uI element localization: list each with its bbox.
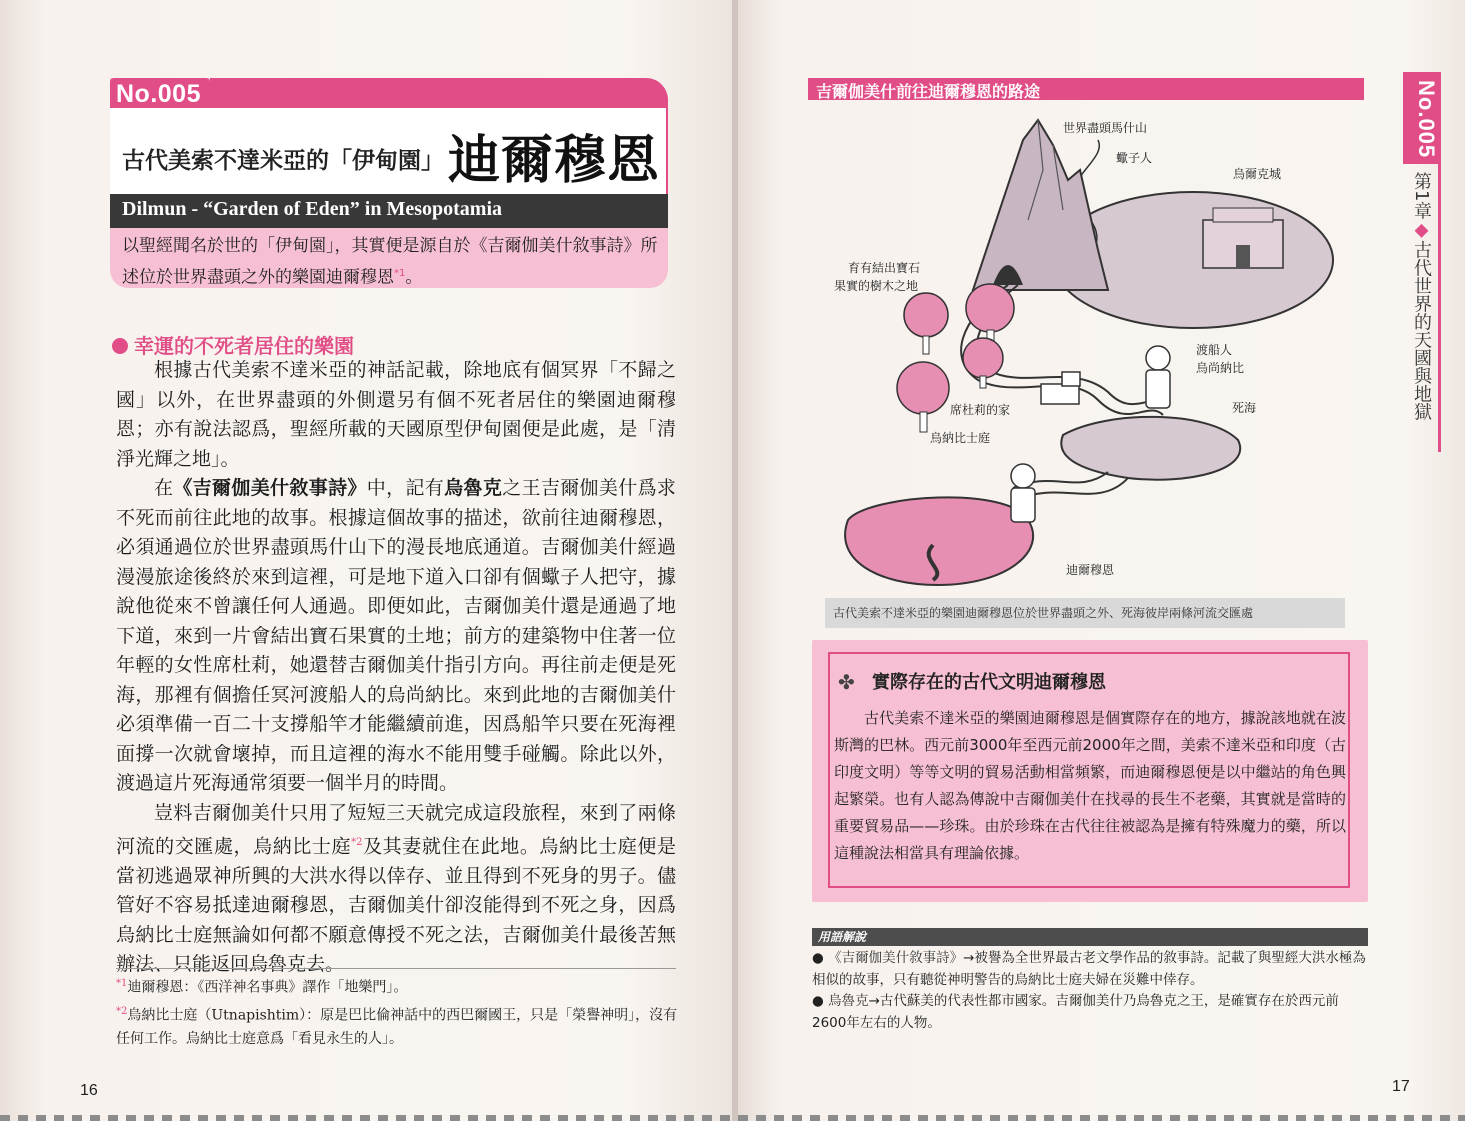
label-dead-sea: 死海 <box>1232 401 1257 415</box>
glossary-item: ● 《吉爾伽美什敘事詩》→被譽為全世界最古老文學作品的敘事詩。記載了與聖經大洪水極為相似的故事，只有聽從神明警告的烏納比士庭夫婦在災難中倖存。 <box>812 950 1366 988</box>
number-tag: No.005 <box>116 80 201 108</box>
label-gem-trees-1: 育有結出寶石 <box>848 261 921 275</box>
glossary <box>812 948 1372 1034</box>
paragraph: 豈料吉爾伽美什只用了短短三天就完成這段旅程，來到了兩條河流的交匯處，烏納比士庭$^{*2}$及其妻就住在此地。烏納比士庭便是當初逃過眾神所興的大洪水得以倖存、並且得到不死身的男子。儘管好不容易抵達迪爾穆恩，吉爾伽美什卻沒能得到不死之身，因爲烏納比士庭無論如何都不願意傳授不死之法，吉爾伽美什最後苦無辦法、只能返回烏魯克去。 <box>116 801 676 976</box>
map-caption: 古代美索不達米亞的樂園迪爾穆恩位於世界盡頭之外、死海彼岸兩條河流交匯處 <box>825 598 1345 628</box>
map-title: 吉爾伽美什前往迪爾穆恩的路途 <box>816 82 1041 101</box>
paragraph: 在《吉爾伽美什敘事詩》中，記有烏魯克之王吉爾伽美什爲求不死而前往此地的故事。根據這個故事的描述，欲前往迪爾穆恩，必須通過位於世界盡頭馬什山下的漫長地底通道。吉爾伽美什經過漫漫旅途後終於來到這裡，可是地下道入口卻有個蠍子人把守，據說他從來不曾讓任何人通過。即便如此，吉爾伽美什還是通過了地下道，來到一片會結出寶石果實的土地；前方的建築物中住著一位年輕的女性席杜莉，她還替吉爾伽美什指引方向。再往前走便是死海，那裡有個擔任冥河渡船人的烏尚納比。來到此地的吉爾伽美什必須準備一百二十支撐船竿才能繼續前進，因爲船竿只要在死海裡面撐一次就會壞掉，而且這裡的海水不能用雙手碰觸。除此以外，渡過這片死海通常須要一個半月的時間。 <box>116 477 676 794</box>
footnote-2: $^{*2}$烏納比士庭（Utnapishtim）：原是巴比倫神話中的西巴爾國王，只是「榮譽神明」，沒有任何工作。烏納比士庭意爲「看見永生的人」。 <box>116 1005 678 1048</box>
label-ferryman-2: 烏尚納比 <box>1196 361 1245 375</box>
page-title: 迪爾穆恩 <box>448 131 661 191</box>
cut-line <box>0 1115 1465 1121</box>
tab-number: No.005 <box>1414 80 1439 159</box>
header-strip <box>210 78 668 108</box>
bullet-dot-icon <box>112 338 128 354</box>
title-small: 古代美索不達米亞的「伊甸園」 <box>122 148 444 174</box>
footnotes <box>116 972 686 1051</box>
utnapishtim-figure <box>1011 464 1035 522</box>
page-number: 16 <box>80 1082 98 1099</box>
article-body <box>116 356 676 980</box>
footnote-1: $^{*1}$迪爾穆恩：《西洋神名事典》譯作「地樂門」。 <box>116 978 408 996</box>
diamond-icon: ◆ <box>1411 219 1432 241</box>
label-gem-trees-2: 果實的樹木之地 <box>834 279 919 293</box>
label-siduri: 席杜莉的家 <box>950 403 1011 417</box>
chapter-label: 第1章◆古代世界的天國與地獄 <box>1411 172 1432 421</box>
label-utnapishtim: 烏納比士庭 <box>930 431 991 445</box>
uruk-castle <box>1203 208 1283 268</box>
flower-icon: ✤ <box>838 670 855 694</box>
label-dilmun: 迪爾穆恩 <box>1066 563 1115 577</box>
page-number-right: 17 <box>1392 1078 1410 1095</box>
label-mountain: 世界盡頭馬什山 <box>1063 121 1148 135</box>
intro-text: 以聖經聞名於世的「伊甸園」，其實便是源自於《吉爾伽美什敘事詩》所述位於世界盡頭之外的樂園迪爾穆恩$^{*1}$。 <box>122 236 658 288</box>
label-uruk: 烏爾克城 <box>1233 167 1282 181</box>
paragraph: 根據古代美索不達米亞的神話記載，除地底有個冥界「不歸之國」以外，在世界盡頭的外側還另有個不死者居住的樂園迪爾穆恩；亦有說法認爲，聖經所載的天國原型伊甸園便是此處，是「清淨光輝之地」。 <box>116 359 676 470</box>
glossary-label: 用語解說 <box>818 930 867 944</box>
ferryman-figure <box>1146 346 1170 408</box>
siduri-house <box>1041 384 1079 404</box>
glossary-item: ● 烏魯克→古代蘇美的代表性都市國家。吉爾伽美什乃烏魯克之王，是確實存在於西元前2600年左右的人物。 <box>812 993 1339 1031</box>
section-heading: 幸運的不死者居住的樂園 <box>112 330 354 359</box>
glossary-band <box>812 928 1368 946</box>
sidebar-heading: 實際存在的古代文明迪爾穆恩 <box>872 672 1106 693</box>
left-page <box>0 0 732 1121</box>
sidebar-text: 古代美索不達米亞的樂園迪爾穆恩是個實際存在的地方，據說該地就在波斯灣的巴林。西元前3000年至西元前2000年之間，美索不達米亞和印度（古印度文明）等等文明的貿易活動相當頻繁，而迪爾穆恩便是以中繼站的角色興起繁榮。也有人認為傳說中吉爾伽美什在找尋的長生不老藥，其實就是當時的重要貿易品——珍珠。由於珍珠在古代往往被認為是擁有特殊魔力的藥，所以這種說法相當具有理論依據。 <box>834 709 1346 862</box>
label-scorpion: 蠍子人 <box>1116 151 1153 165</box>
journey-map <box>808 100 1364 590</box>
footnote-ref: *1 <box>394 268 406 279</box>
footnote-divider <box>116 968 676 969</box>
footnote-ref: *2 <box>351 837 363 848</box>
label-ferryman-1: 渡船人 <box>1196 343 1233 357</box>
dead-sea <box>1061 417 1240 480</box>
english-subtitle: Dilmun - “Garden of Eden” in Mesopotamia <box>122 198 503 220</box>
